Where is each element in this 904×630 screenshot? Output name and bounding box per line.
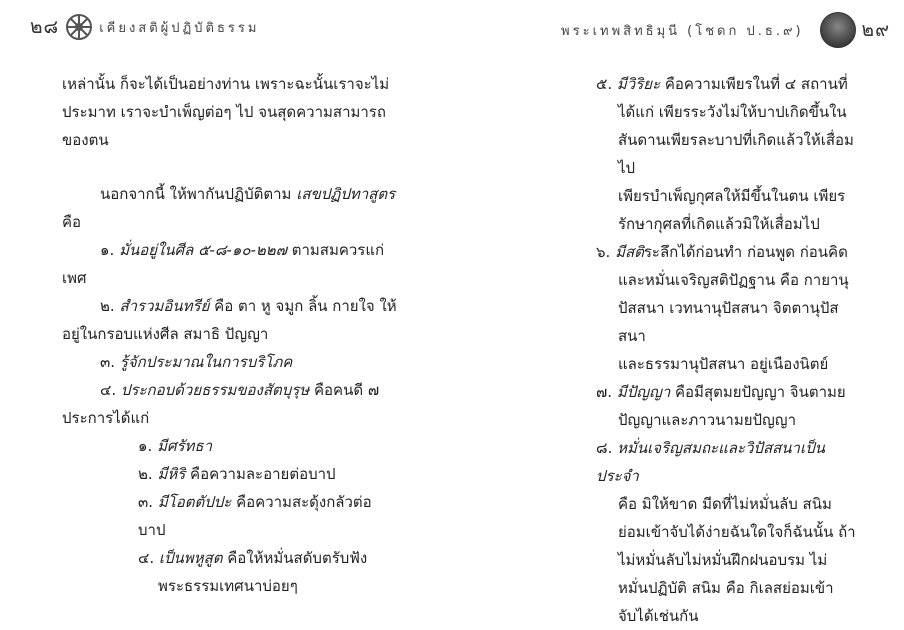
list-item: ๕. มีวิริยะ คือความเพียรในที่ ๔ สถานที่ — [596, 75, 848, 93]
dharma-wheel-icon — [65, 13, 93, 41]
sub-list-item-continuation: พระธรรมเทศนาบ่อยๆ — [158, 577, 298, 595]
list-item: ๓. รู้จักประมาณในการบริโภค — [100, 353, 293, 371]
list-item: ๔. ประกอบด้วยธรรมของสัตบุรุษ คือคนดี ๗ — [100, 381, 380, 399]
list-item-continuation: เพศ — [62, 269, 87, 287]
list-item-continuation: อยู่ในกรอบแห่งศีล สมาธิ ปัญญา — [62, 325, 269, 343]
list-item-continuation: จับได้เช่นกัน — [618, 607, 699, 625]
sub-list-item: ๑. มีศรัทธา — [138, 437, 213, 455]
list-item-continuation: รักษากุศลที่เกิดแล้วมิให้เสื่อมไป — [618, 215, 820, 233]
left-page-body — [62, 70, 397, 600]
list-item-continuation: เพียรบำเพ็ญกุศลให้มีขึ้นในตน เพียร — [618, 187, 846, 205]
list-item-continuation: สันดานเพียรละบาปที่เกิดแล้วให้เสื่อมไป — [618, 131, 854, 177]
right-page-body — [596, 70, 866, 630]
header-title-left: เคียงสติผู้ปฏิบัติธรรม — [99, 20, 260, 36]
header-left — [30, 12, 259, 42]
list-item: ๗. มีปัญญา คือมีสุตมยปัญญา จินตามย — [596, 383, 846, 401]
list-item-continuation: ไม่หมั่นลับไม่หมั่นฝึกฝนอบรม ไม่ — [618, 551, 828, 569]
page-number-right: ๒๙ — [861, 19, 890, 41]
author-portrait — [820, 12, 856, 48]
list-item: ๑. มั่นอยู่ในศีล ๕-๘-๑๐-๒๒๗ ตามสมควรแก่ — [100, 241, 385, 259]
page-number-left: ๒๘ — [30, 16, 60, 38]
header-title-right: พระเทพสิทธิมุนี (โชดก ป.ธ.๙) — [561, 23, 804, 39]
sub-list-item: ๓. มีโอตตัปปะ คือความสะดุ้งกลัวต่อบาป — [138, 493, 372, 539]
sub-list-item: ๒. มีหิริ คือความละอายต่อบาป — [138, 465, 336, 483]
header-right — [561, 12, 890, 48]
sub-list-item: ๔. เป็นพหูสูต คือให้หมั่นสดับตรับฟัง — [138, 549, 368, 567]
list-item-continuation: ได้แก่ เพียรระวังไม่ให้บาปเกิดขึ้นใน — [618, 103, 847, 121]
list-item-continuation: คือ มิให้ขาด มีดที่ไม่หมั่นลับ สนิม — [618, 495, 832, 513]
list-item: ๒. สำรวมอินทรีย์ คือ ตา หู จมูก ลิ้น กายใจ ให้ — [100, 297, 397, 315]
list-item-continuation: และหมั่นเจริญสติปัฏฐาน คือ กายานุ — [618, 271, 849, 289]
paragraph-continuation: คือ — [62, 213, 82, 231]
list-item-continuation: หมั่นปฏิบัติ สนิม คือ กิเลสย่อมเข้า — [618, 579, 834, 597]
list-item-continuation: ปัญญาและภาวนามยปัญญา — [618, 411, 797, 429]
list-item-continuation: ประการได้แก่ — [62, 409, 150, 427]
list-item-continuation: ปัสสนา เวทนานุปัสสนา จิตตานุปัสสนา — [618, 299, 839, 345]
paragraph: นอกจากนี้ ให้พากันปฏิบัติตาม เสขปฏิปทาสูตร — [100, 185, 396, 203]
list-item-continuation: และธรรมานุปัสสนา อยู่เนืองนิตย์ — [618, 355, 829, 373]
list-item: ๘. หมั่นเจริญสมถะและวิปัสสนาเป็นประจำ — [596, 439, 825, 485]
list-item-continuation: ย่อมเข้าจับได้ง่ายฉันใดใจก็ฉันนั้น ถ้า — [618, 523, 856, 541]
paragraph: เหล่านั้น ก็จะได้เป็นอย่างท่าน เพราะฉะนั้นเราจะไม่ประมาท เราจะบำเพ็ญต่อๆ ไป จนสุดความสามารถของตน — [62, 75, 390, 149]
list-item: ๖. มีสติระลึกได้ก่อนทำ ก่อนพูด ก่อนคิด — [596, 243, 848, 261]
